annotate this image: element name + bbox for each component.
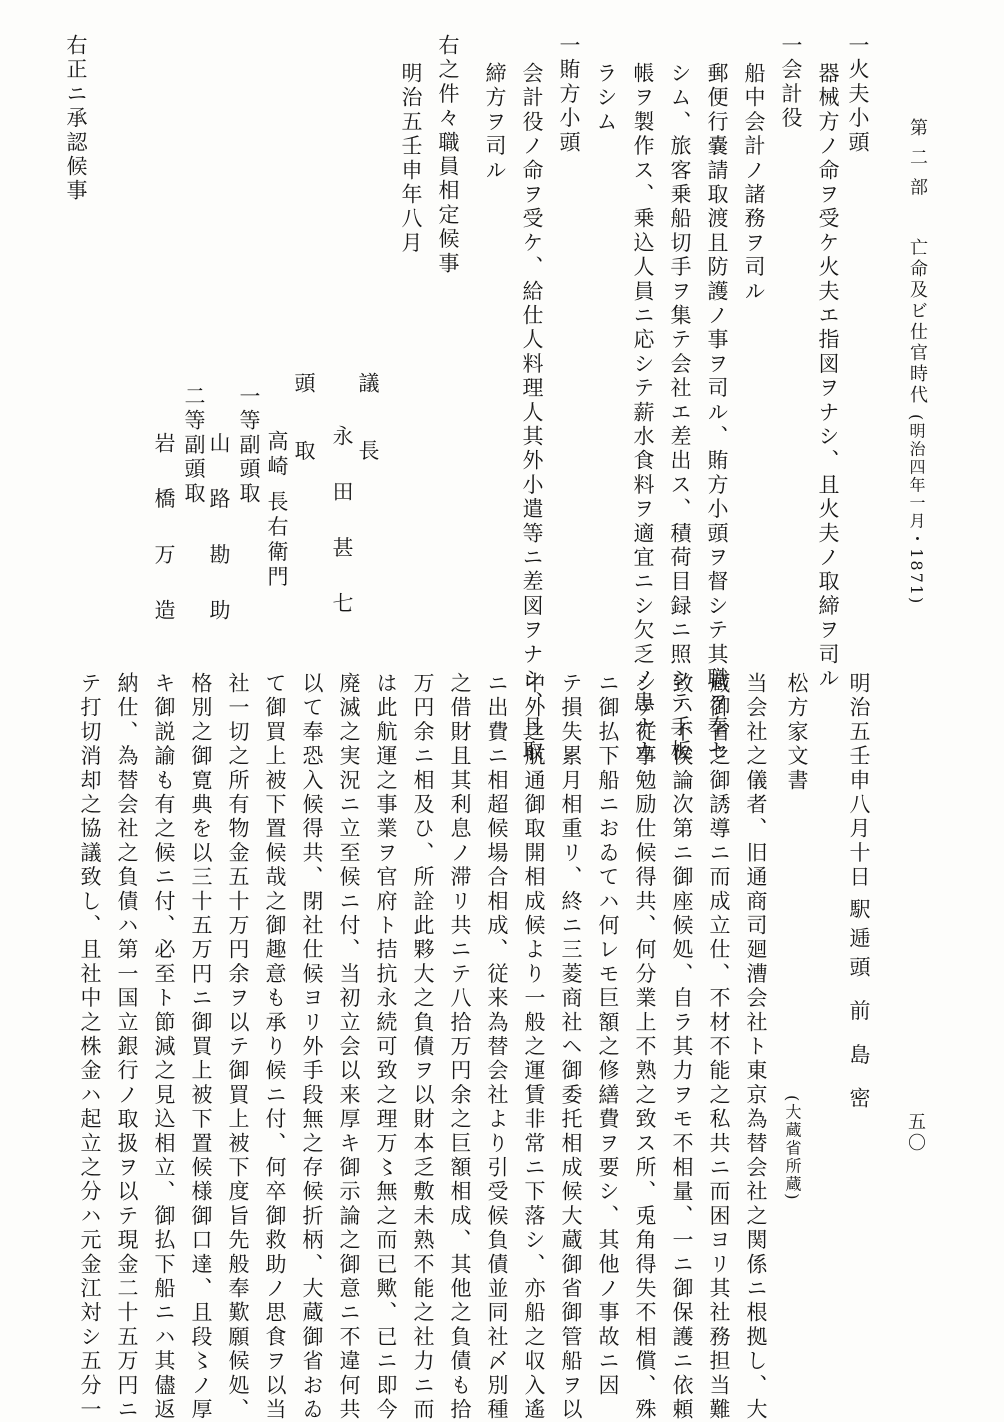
signatory-name: 永 田 甚 七: [330, 425, 354, 628]
body-line: て御買上被下置候哉之御趣意も承り候ニ付、何卒御救助ノ思食ヲ以当: [263, 672, 287, 1422]
text-line: シム、旅客乗船切手ヲ集テ会社エ差出ス、積荷目録ニ照シテ手板: [668, 62, 692, 764]
heading-accountant: 一会計役: [779, 34, 803, 131]
body-line: 致ハ不俟論次第ニ御座候処、自ラ其力ヲモ不相量、一ニ御保護ニ依頼: [670, 672, 694, 1422]
body-line: 以て奉恐入候得共、閉社仕候ヨリ外手段無之存候折柄、大蔵御省おゐ: [300, 672, 324, 1422]
signatory-role: 一等副頭取: [237, 385, 261, 506]
approval-note: 右正ニ承認候事: [64, 34, 88, 204]
signatory-role: 頭 取: [292, 372, 316, 481]
chapter-period: (明治四年一月・1871): [907, 414, 926, 606]
signatory-name: 岩 橋 万 造: [152, 432, 176, 635]
text-line: 帳ヲ製作ス、乗込人員ニ応シテ薪水食料ヲ適宜ニシ欠乏ノ患ナカ: [631, 62, 655, 764]
body-line: 社一切之所有物金五十万円余ヲ以テ御買上被下度旨先般奉歎願候処、: [226, 672, 250, 1422]
text-line: 右之件々職員相定候事: [436, 34, 460, 276]
signatory-name: 山 路 勘 助: [207, 432, 231, 635]
body-line: テ損失累月相重リ、終ニ三菱商社ヘ御委托相成候大蔵御省御管船ヲ以: [559, 672, 583, 1422]
body-line: テ打切消却之協議致し、且社中之株金ハ起立之分ハ元金江対シ五分一: [78, 672, 102, 1422]
body-line: 納仕、為替会社之負債ハ第一国立銀行ノ取扱ヲ以テ現金二十五万円ニ: [115, 672, 139, 1422]
letter-sender: 駅逓頭 前 島 密: [847, 898, 871, 1117]
chapter-title: 亡命及ビ仕官時代: [907, 238, 928, 406]
text-line: 船中会計ノ諸務ヲ司ル: [742, 62, 766, 304]
text-line: 郵便行嚢請取渡且防護ノ事ヲ司ル、賄方小頭ヲ督シテ其職ヲ奉セ: [705, 62, 729, 764]
letter-date: 明治五壬申八月十日: [847, 672, 871, 890]
body-line: 中外之航通御取開相成候より一般之運賃非常ニ下落シ、亦船之収入遙: [522, 672, 546, 1422]
body-line: 廃滅之実況ニ立至候ニ付、当初立会以来厚キ御示論之御意ニ不違何共: [337, 672, 361, 1422]
body-line: ニ御払下船ニおゐてハ何レモ巨額之修繕費ヲ要シ、其他ノ事故ニ因: [596, 672, 620, 1398]
body-line: ニ出費ニ相超候場合相成、従来為替会社より引受候負債並同社〆別種: [485, 672, 509, 1422]
source-title: 松方家文書: [785, 672, 809, 793]
text-line: 会計役ノ命ヲ受ケ、給仕人料理人其外小遣等ニ差図ヲナシ、且取: [520, 62, 544, 764]
body-line: 蔵御省之御誘導ニ而成立仕、不材不能之私共ニ而困ヨリ其社務担当難: [707, 672, 731, 1422]
page-number: 五〇: [905, 1112, 926, 1154]
body-line: キ御説諭も有之候ニ付、必至ト節減之見込相立、御払下船ニハ其儘返: [152, 672, 176, 1422]
body-line: 格別之御寛典を以三十五万円ニ御買上被下置候様御口達、且段〻ノ厚: [189, 672, 213, 1422]
heading-steward-foreman: 一賄方小頭: [557, 34, 581, 155]
signatory-role: 議 長: [356, 372, 380, 481]
part-heading: 第 二 部: [907, 118, 928, 199]
heading-fireman-foreman: 一火夫小頭: [846, 34, 870, 155]
text-line: ラシム: [594, 62, 618, 135]
body-line: 之借財且其利息ノ滞リ共ニテ八拾万円余之巨額相成、其他之負債も拾: [448, 672, 472, 1422]
body-line: は此航運之事業ヲ官府ト拮抗永続可致之理万〻無之而已歟、已ニ即今: [374, 672, 398, 1422]
signatory-role: 二等副頭取: [182, 385, 206, 506]
body-line: 万円余ニ相及ひ、所詮此夥大之負債ヲ以財本乏敷未熟不能之社力ニ而: [411, 672, 435, 1422]
text-line: 器械方ノ命ヲ受ケ火夫エ指図ヲナシ、且火夫ノ取締ヲ司ル: [816, 62, 840, 692]
body-line: 当会社之儀者、旧通商司廻漕会社ト東京為替会社之関係ニ根拠し、大: [744, 672, 768, 1422]
text-line: 締方ヲ司ル: [483, 62, 507, 183]
signatory-name: 高崎 長右衛門: [265, 430, 289, 591]
body-line: シテ従事勉励仕候得共、何分業上不熟之致ス所、兎角得失不相償、殊: [633, 672, 657, 1422]
date-line: 明治五壬申年八月: [399, 62, 423, 256]
archive-note: (大蔵省所蔵): [783, 1095, 802, 1202]
